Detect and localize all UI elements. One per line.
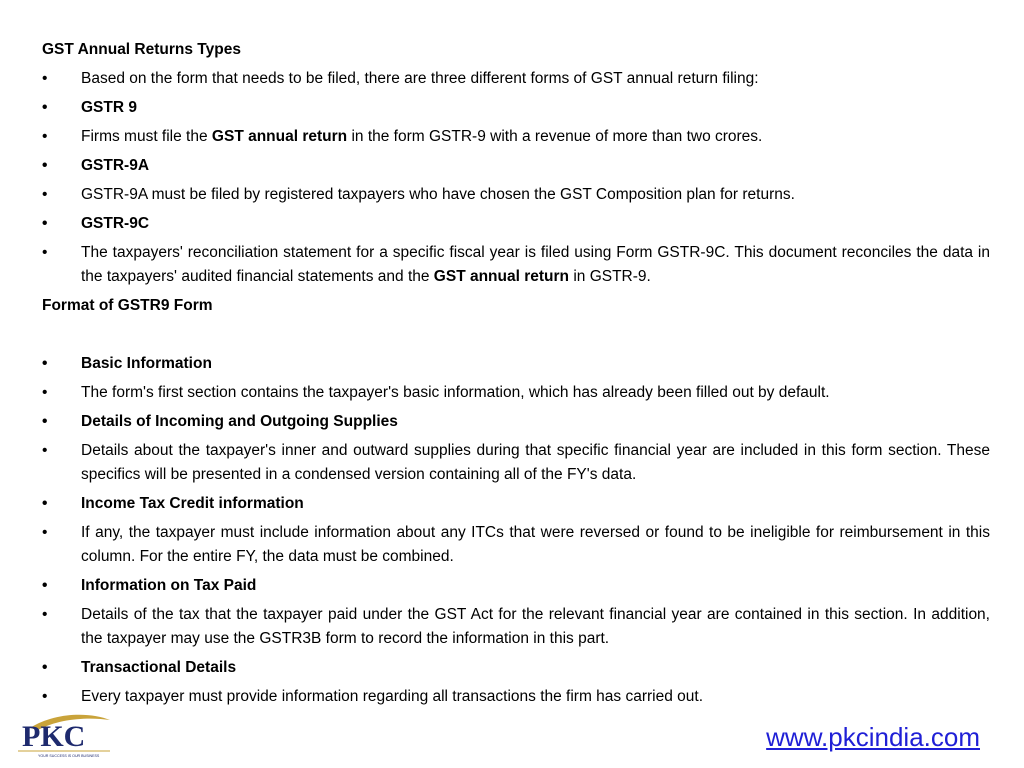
section-heading-annual-returns-types: GST Annual Returns Types xyxy=(42,41,241,58)
bullet-title: Transactional Details xyxy=(81,659,237,676)
bullet-text: The form's first section contains the taxpayer's basic information, which has already been filled out by default. xyxy=(81,384,830,401)
bullet-title: GSTR-9A xyxy=(81,157,150,174)
bullet-item xyxy=(42,241,990,289)
bullet-item xyxy=(42,685,990,709)
bullet-item xyxy=(42,603,990,651)
bullet-text: in the form GSTR-9 with a revenue of more than two crores. xyxy=(347,128,763,145)
bullet-text: in GSTR-9. xyxy=(569,268,651,285)
bullet-item xyxy=(42,183,990,207)
bullet-item-gstr9a xyxy=(42,154,990,178)
bullet-text: Every taxpayer must provide information regarding all transactions the firm has carried out. xyxy=(81,688,704,705)
pkc-logo xyxy=(10,708,114,760)
logo-wordmark: PKC xyxy=(22,720,86,753)
annual-returns-list xyxy=(42,67,990,289)
bullet-title: GSTR 9 xyxy=(81,99,137,116)
bullet-emphasis: GST annual return xyxy=(211,128,348,145)
slide-content xyxy=(42,38,990,714)
bullet-text: Details of the tax that the taxpayer paid under the GST Act for the relevant financial year are contained in this section. In addition, the taxpayer may use the GSTR3B form to record the information in this part. xyxy=(81,606,990,647)
bullet-item-transactional-details xyxy=(42,656,990,680)
bullet-title: GSTR-9C xyxy=(81,215,150,232)
bullet-item xyxy=(42,381,990,405)
website-link[interactable]: www.pkcindia.com xyxy=(766,722,980,752)
bullet-text: Details about the taxpayer's inner and outward supplies during that specific financial year are included in this form section. These specifics will be presented in a condensed version containing all of the FY's data. xyxy=(81,442,990,483)
bullet-title: Details of Incoming and Outgoing Supplies xyxy=(81,413,398,430)
bullet-text: If any, the taxpayer must include information about any ITCs that were reversed or found to be ineligible for reimbursement in this column. For the entire FY, the data must be combined. xyxy=(81,524,990,565)
bullet-item-supplies xyxy=(42,410,990,434)
logo-tagline: YOUR SUCCESS IS OUR BUSINESS xyxy=(38,754,100,758)
bullet-title: Income Tax Credit information xyxy=(81,495,304,512)
bullet-title: Information on Tax Paid xyxy=(81,577,257,594)
bullet-item-itc xyxy=(42,492,990,516)
bullet-item-tax-paid xyxy=(42,574,990,598)
bullet-text: GSTR-9A must be filed by registered taxpayers who have chosen the GST Composition plan for returns. xyxy=(81,186,795,203)
bullet-title: Basic Information xyxy=(81,355,212,372)
bullet-item-gstr9c xyxy=(42,212,990,236)
bullet-item xyxy=(42,439,990,487)
section-heading-format-gstr9: Format of GSTR9 Form xyxy=(42,297,213,314)
bullet-item xyxy=(42,67,990,91)
bullet-item-basic-information xyxy=(42,352,990,376)
bullet-text: The taxpayers' reconciliation statement for a specific fiscal year is filed using Form GSTR-9C. This document reconciles the data in the taxpayers' audited financial statements and the xyxy=(81,244,990,285)
bullet-text: Based on the form that needs to be filed, there are three different forms of GST annual return filing: xyxy=(81,70,759,87)
bullet-text: Firms must file the xyxy=(81,128,212,145)
bullet-item xyxy=(42,521,990,569)
bullet-emphasis: GST annual return xyxy=(433,268,570,285)
bullet-item-gstr9 xyxy=(42,96,990,120)
gstr9-format-list xyxy=(42,352,990,709)
bullet-item xyxy=(42,125,990,149)
